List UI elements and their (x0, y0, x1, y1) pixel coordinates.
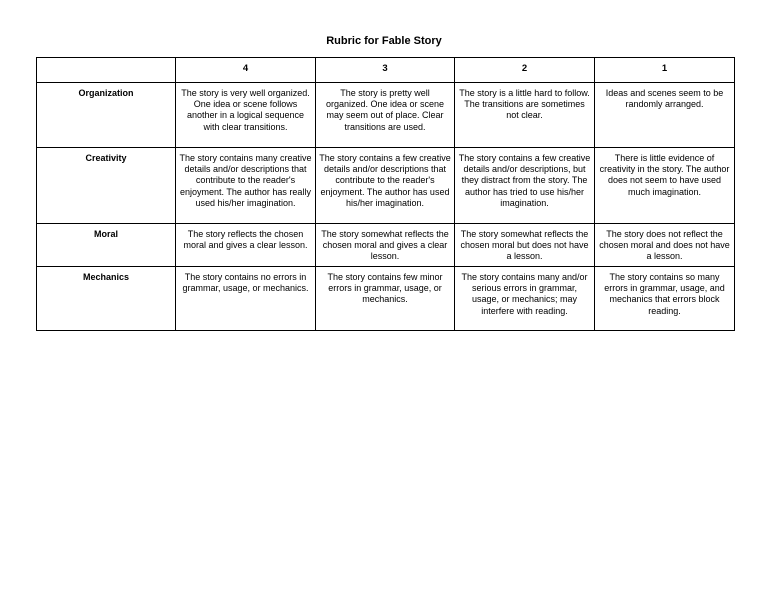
row-label-organization: Organization (37, 83, 176, 148)
table-cell: The story somewhat reflects the chosen moral and gives a clear lesson. (316, 224, 455, 267)
table-cell: The story contains no errors in grammar, usage, or mechanics. (176, 267, 316, 331)
row-label-mechanics: Mechanics (37, 267, 176, 331)
table-cell: There is little evidence of creativity in the story. The author does not seem to have used much imagination. (595, 148, 735, 224)
table-cell: The story contains many and/or serious errors in grammar, usage, or mechanics; may interfere with reading. (455, 267, 595, 331)
table-cell: The story contains so many errors in grammar, usage, and mechanics that errors block reading. (595, 267, 735, 331)
header-cell-score-4: 4 (176, 58, 316, 83)
rubric-table (36, 57, 735, 331)
header-cell-score-2: 2 (455, 58, 595, 83)
row-label-moral: Moral (37, 224, 176, 267)
header-cell-score-3: 3 (316, 58, 455, 83)
table-row-creativity (37, 148, 735, 224)
table-row-organization (37, 83, 735, 148)
table-cell: The story is pretty well organized. One idea or scene may seem out of place. Clear transitions are used. (316, 83, 455, 148)
table-cell: The story contains a few creative details and/or descriptions, but they distract from the story. The author has tried to use his/her imagination. (455, 148, 595, 224)
header-cell-blank (37, 58, 176, 83)
table-cell: Ideas and scenes seem to be randomly arranged. (595, 83, 735, 148)
table-cell: The story contains few minor errors in grammar, usage, or mechanics. (316, 267, 455, 331)
table-cell: The story contains a few creative details and/or descriptions that contribute to the reader's enjoyment. The author has used his/her imagination. (316, 148, 455, 224)
table-cell: The story reflects the chosen moral and gives a clear lesson. (176, 224, 316, 267)
table-row-moral (37, 224, 735, 267)
table-cell: The story contains many creative details and/or descriptions that contribute to the reader's enjoyment. The author has really used his/her imagination. (176, 148, 316, 224)
table-cell: The story somewhat reflects the chosen moral but does not have a lesson. (455, 224, 595, 267)
header-cell-score-1: 1 (595, 58, 735, 83)
table-row-mechanics (37, 267, 735, 331)
table-cell: The story is a little hard to follow. The transitions are sometimes not clear. (455, 83, 595, 148)
table-cell: The story does not reflect the chosen moral and does not have a lesson. (595, 224, 735, 267)
header-row (37, 58, 735, 83)
row-label-creativity: Creativity (37, 148, 176, 224)
page-title: Rubric for Fable Story (326, 35, 442, 47)
table-cell: The story is very well organized. One idea or scene follows another in a logical sequence with clear transitions. (176, 83, 316, 148)
